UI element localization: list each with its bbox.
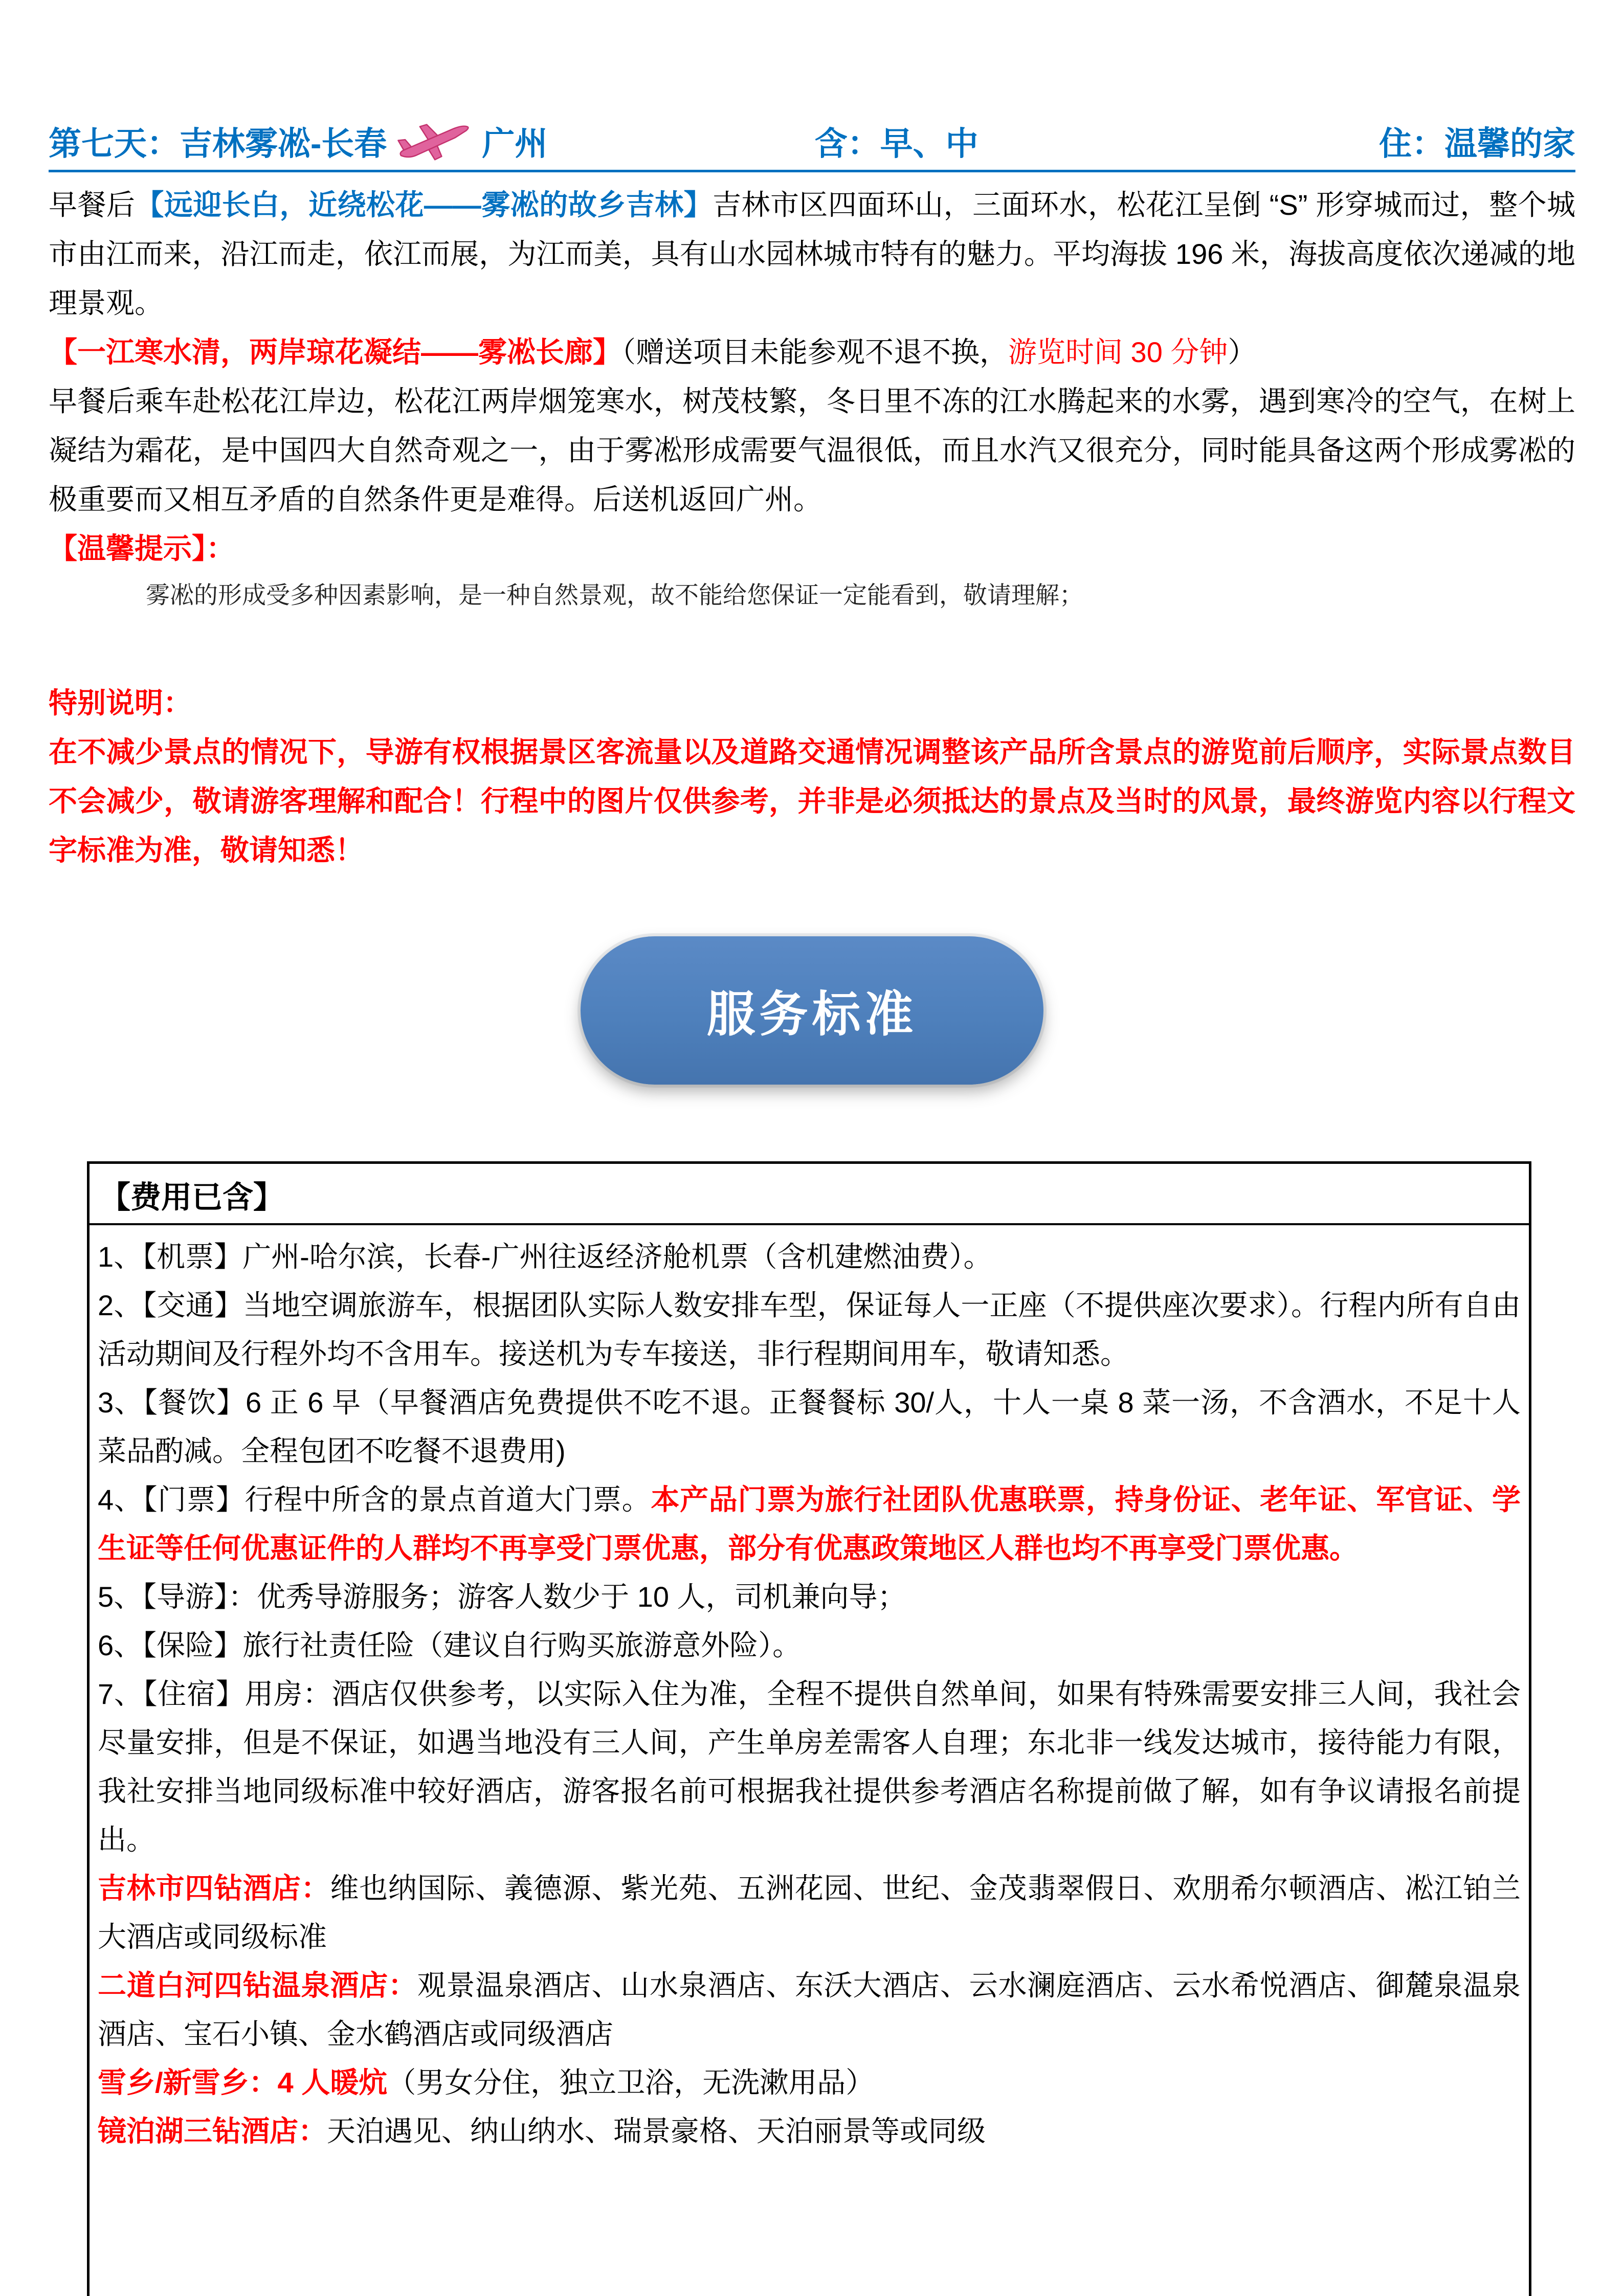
fees-included-box — [87, 1161, 1531, 2296]
hotel-label-xuexiang: 雪乡/新雪乡：4 人暖炕 — [98, 2066, 388, 2099]
fee-item-tickets — [98, 1475, 1521, 1572]
title-destination: 广州 — [482, 125, 548, 162]
fee-item-flight: 1、【机票】广州-哈尔滨，长春-广州往返经济舱机票（含机建燃油费）。 — [98, 1241, 992, 1273]
intro-prefix: 早餐后 — [49, 189, 136, 221]
tips-label: 【温馨提示】： — [49, 532, 235, 565]
hotel-names-xuexiang: （男女分住，独立卫浴，无洗漱用品） — [387, 2066, 875, 2099]
rime-note-duration: 游览时间 30 分钟 — [1008, 336, 1228, 368]
hotel-label-jilin: 吉林市四钻酒店： — [98, 1872, 330, 1904]
fee-item-insurance: 6、【保险】旅行社责任险（建议自行购买旅游意外险）。 — [98, 1629, 802, 1661]
hotel-label-erdaobaihe: 二道白河四钻温泉酒店： — [98, 1969, 417, 2001]
rime-paragraph: 早餐后乘车赴松花江岸边，松花江两岸烟笼寒水，树茂枝繁，冬日里不冻的江水腾起来的水雾，遇到寒冷的空气，在树上凝结为霜花，是中国四大自然奇观之一，由于雾凇形成需要气温很低，而且水汽又很充分，同时能具备这两个形成雾凇的极重要而又相互矛盾的自然条件更是难得。后送机返回广州。 — [49, 385, 1575, 515]
fee-item-tickets-black: 4、【门票】行程中所含的景点首道大门票。 — [98, 1483, 651, 1516]
hotel-label-jingpohu: 镜泊湖三钻酒店： — [98, 2115, 327, 2147]
fee-item-guide: 5、【导游】：优秀导游服务；游客人数少于 10 人，司机兼向导； — [98, 1581, 906, 1613]
rime-heading — [49, 328, 1575, 377]
tips-note: 雾凇的形成受多种因素影响，是一种自然景观，故不能给您保证一定能看到，敬请理解； — [146, 581, 1083, 609]
title-stay: 住：温馨的家 — [1379, 125, 1575, 162]
fee-item-tickets-red: 本产品门票为旅行社团队优惠联票，持身份证、老年证、军官证、学生证等任何优惠证件的人群均不再享受门票优惠，部分有优惠政策地区人群也均不再享受门票优惠。 — [98, 1483, 1521, 1564]
fee-item-meals: 3、【餐饮】6 正 6 早（早餐酒店免费提供不吃不退。正餐餐标 30/人，十人一桌 8 菜一汤，不含酒水，不足十人菜品酌减。全程包团不吃餐不退费用) — [98, 1386, 1521, 1467]
fees-included-header: 【费用已含】 — [90, 1164, 1529, 1225]
rime-note-close: ） — [1228, 336, 1257, 368]
intro-body: 吉林市区四面环山，三面环水，松花江呈倒 “S” 形穿城而过，整个城市由江而来，沿江而走，依江而展，为江而美，具有山水园林城市特有的魅力。平均海拔 196 米，海拔高度依次递减的地理景观。 — [49, 189, 1576, 319]
hotel-list-jilin — [98, 1864, 1521, 1961]
fees-included-body — [90, 1225, 1529, 2166]
title-meals: 含：早、中 — [814, 125, 978, 162]
title-route: 第七天：吉林雾凇-长春 — [49, 125, 387, 162]
special-note-text: 在不减少景点的情况下，导游有权根据景区客流量以及道路交通情况调整该产品所含景点的游览前后顺序，实际景点数目不会减少，敬请游客理解和配合！行程中的图片仅供参考，并非是必须抵达的景点及当时的风景，最终游览内容以行程文字标准为准，敬请知悉！ — [49, 736, 1575, 866]
intro-highlight: 【远迎长白，近绕松花——雾凇的故乡吉林】 — [135, 189, 713, 221]
service-standard-label: 服务标准 — [706, 987, 918, 1042]
special-note-label: 特别说明： — [49, 687, 192, 719]
hotel-names-jingpohu: 天泊遇见、纳山纳水、瑞景豪格、天泊丽景等或同级 — [327, 2115, 986, 2147]
fee-item-transport: 2、【交通】当地空调旅游车，根据团队实际人数安排车型，保证每人一正座（不提供座次要求）。行程内所有自由活动期间及行程外均不含用车。接送机为专车接送，非行程期间用车，敬请知悉。 — [98, 1289, 1521, 1370]
hotel-list-erdaobaihe — [98, 1961, 1521, 2058]
hotel-names-jilin: 维也纳国际、義德源、紫光苑、五洲花园、世纪、金茂翡翠假日、欢朋希尔顿酒店、凇江铂兰大酒店或同级标准 — [98, 1872, 1521, 1953]
airplane-icon — [394, 114, 475, 168]
service-standard-banner-wrap — [49, 936, 1575, 1085]
title-route-group — [49, 118, 547, 165]
rime-heading-title: 【一江寒水清，两岸琼花凝结——雾凇长廊】 — [49, 336, 621, 368]
rime-note-black: （赠送项目未能参观不退不换， — [621, 336, 1008, 368]
fee-item-lodging: 7、【住宿】用房：酒店仅供参考，以实际入住为准，全程不提供自然单间，如果有特殊需要安排三人间，我社会尽量安排，但是不保证，如遇当地没有三人间，产生单房差需客人自理；东北非一线发达城市，接待能力有限，我社安排当地同级标准中较好酒店，游客报名前可根据我社提供参考酒店名称提前做了解，如有争议请报名前提出。 — [98, 1678, 1521, 1856]
hotel-list-xuexiang — [98, 2058, 1521, 2107]
hotel-names-erdaobaihe: 观景温泉酒店、山水泉酒店、东沃大酒店、云水澜庭酒店、云水希悦酒店、御麓泉温泉酒店、宝石小镇、金水鹤酒店或同级酒店 — [98, 1969, 1521, 2050]
hotel-list-jingpohu — [98, 2107, 1521, 2155]
itinerary-day-title — [49, 118, 1575, 172]
intro-paragraph — [49, 181, 1575, 328]
service-standard-banner — [581, 936, 1043, 1085]
